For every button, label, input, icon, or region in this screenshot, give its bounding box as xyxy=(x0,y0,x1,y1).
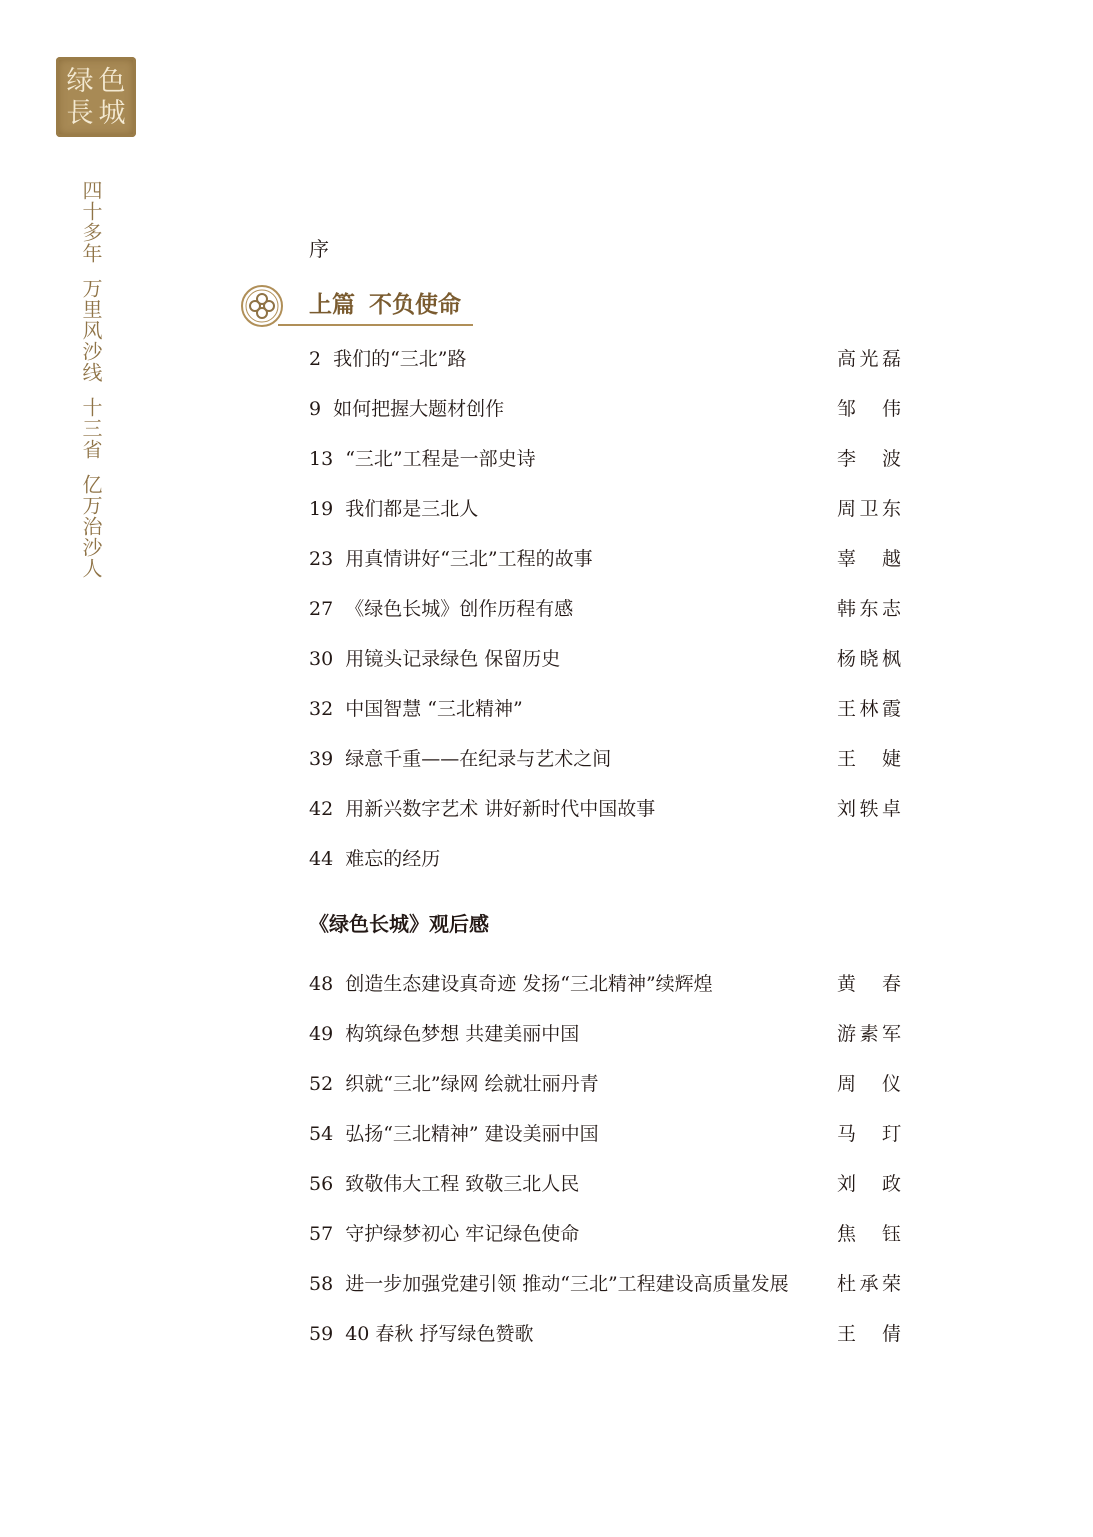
toc-page-number: 9 xyxy=(309,398,322,420)
toc-entry-title: 我们都是三北人 xyxy=(345,498,479,520)
side-caption xyxy=(80,180,102,579)
toc-entry-author: 游素军 xyxy=(837,1023,901,1045)
toc-page-number: 44 xyxy=(309,848,334,870)
toc-entry-author: 杨晓枫 xyxy=(837,648,901,670)
toc-entry-title: 用真情讲好“三北”工程的故事 xyxy=(345,548,593,570)
toc-page-number: 2 xyxy=(309,348,322,370)
toc-page-number: 19 xyxy=(309,498,334,520)
toc-entry-title: 构筑绿色梦想 共建美丽中国 xyxy=(345,1023,580,1045)
toc-entry-title: 用新兴数字艺术 讲好新时代中国故事 xyxy=(345,798,656,820)
seal-char: 绿 xyxy=(66,65,94,97)
toc-page-number: 48 xyxy=(309,973,334,995)
toc-entry-author: 王 婕 xyxy=(837,748,901,770)
toc-entry-author: 邹 伟 xyxy=(837,398,901,420)
toc-entry[interactable] xyxy=(309,544,901,574)
side-caption-segment: 万里风沙线 xyxy=(79,278,103,383)
toc-page-number: 42 xyxy=(309,798,334,820)
toc-entry-title: 中国智慧 “三北精神” xyxy=(345,698,523,720)
part-one-subtitle: 不负使命 xyxy=(369,292,461,318)
toc-entry-author: 周 仪 xyxy=(837,1073,901,1095)
toc-entry-author: 黄 春 xyxy=(837,973,901,995)
toc-entry-title: 守护绿梦初心 牢记绿色使命 xyxy=(345,1223,580,1245)
toc-entry[interactable] xyxy=(309,1169,901,1199)
toc-entry-title: 用镜头记录绿色 保留历史 xyxy=(345,648,561,670)
toc-entry-author: 辜 越 xyxy=(837,548,901,570)
toc-entry[interactable] xyxy=(309,844,901,874)
toc-page-number: 27 xyxy=(309,598,334,620)
flower-ornament-icon xyxy=(238,283,288,329)
book-seal-logo xyxy=(56,57,136,137)
toc-entry[interactable] xyxy=(309,694,901,724)
toc-entry[interactable] xyxy=(309,794,901,824)
toc-entry-title: 我们的“三北”路 xyxy=(333,348,467,370)
toc-entry-author: 刘轶卓 xyxy=(837,798,901,820)
part-one-heading xyxy=(238,283,478,329)
toc-entry[interactable] xyxy=(309,494,901,524)
toc-entry[interactable] xyxy=(309,1219,901,1249)
toc-page-number: 54 xyxy=(309,1123,334,1145)
toc-page-number: 57 xyxy=(309,1223,334,1245)
toc-entry-author: 王 倩 xyxy=(837,1323,901,1345)
toc-entry[interactable] xyxy=(309,1319,901,1349)
toc-page-number: 52 xyxy=(309,1073,334,1095)
toc-entry-title: 40 春秋 抒写绿色赞歌 xyxy=(345,1323,534,1345)
toc-entry-title: 如何把握大题材创作 xyxy=(333,398,505,420)
toc-entry-title: 弘扬“三北精神” 建设美丽中国 xyxy=(345,1123,599,1145)
toc-entry-author: 王林霞 xyxy=(837,698,901,720)
toc-entry[interactable] xyxy=(309,594,901,624)
heading-underline xyxy=(278,324,473,326)
toc-page-number: 59 xyxy=(309,1323,334,1345)
toc-entry-author: 韩东志 xyxy=(837,598,901,620)
toc-entry-title: 创造生态建设真奇迹 发扬“三北精神”续辉煌 xyxy=(345,973,713,995)
toc-page-number: 49 xyxy=(309,1023,334,1045)
toc-entry-title: 《绿色长城》创作历程有感 xyxy=(345,598,574,620)
toc-entry[interactable] xyxy=(309,1269,901,1299)
toc-entry-author: 焦 钰 xyxy=(837,1223,901,1245)
toc-entry-author: 刘 政 xyxy=(837,1173,901,1195)
toc-entry-title: 绿意千重——在纪录与艺术之间 xyxy=(345,748,612,770)
toc-entry-title: 致敬伟大工程 致敬三北人民 xyxy=(345,1173,580,1195)
toc-entry[interactable] xyxy=(309,1069,901,1099)
toc-entry-title: 进一步加强党建引领 推动“三北”工程建设高质量发展 xyxy=(345,1273,789,1295)
toc-entry[interactable] xyxy=(309,1119,901,1149)
toc-entry-author: 李 波 xyxy=(837,448,901,470)
toc-entry-author: 马 玎 xyxy=(837,1123,901,1145)
section-two-title: 《绿色长城》观后感 xyxy=(309,912,489,936)
toc-entry-title: 难忘的经历 xyxy=(345,848,441,870)
seal-char: 長 xyxy=(66,97,94,129)
toc-entry[interactable] xyxy=(309,344,901,374)
toc-entry[interactable] xyxy=(309,394,901,424)
toc-page-number: 56 xyxy=(309,1173,334,1195)
toc-entry-author: 杜承荣 xyxy=(837,1273,901,1295)
side-caption-segment: 四十多年 xyxy=(79,180,103,264)
toc-entry-author: 周卫东 xyxy=(837,498,901,520)
toc-entry[interactable] xyxy=(309,744,901,774)
side-caption-segment: 十三省 xyxy=(79,397,103,460)
seal-char: 色 xyxy=(98,65,126,97)
seal-char: 城 xyxy=(98,97,126,129)
toc-entry[interactable] xyxy=(309,969,901,999)
part-one-label: 上篇 xyxy=(309,292,355,318)
side-caption-segment: 亿万治沙人 xyxy=(79,474,103,579)
toc-entry-author: 高光磊 xyxy=(837,348,901,370)
toc-page-number: 23 xyxy=(309,548,334,570)
part-one-title xyxy=(309,286,461,319)
toc-entry-title: 织就“三北”绿网 绘就壮丽丹青 xyxy=(345,1073,599,1095)
toc-entry[interactable] xyxy=(309,1019,901,1049)
toc-page-number: 32 xyxy=(309,698,334,720)
preface-entry[interactable]: 序 xyxy=(309,237,329,261)
toc-entry-title: “三北”工程是一部史诗 xyxy=(345,448,536,470)
toc-page-number: 13 xyxy=(309,448,334,470)
toc-page-number: 58 xyxy=(309,1273,334,1295)
toc-entry[interactable] xyxy=(309,644,901,674)
toc-page-number: 39 xyxy=(309,748,334,770)
toc-page-number: 30 xyxy=(309,648,334,670)
toc-entry[interactable] xyxy=(309,444,901,474)
